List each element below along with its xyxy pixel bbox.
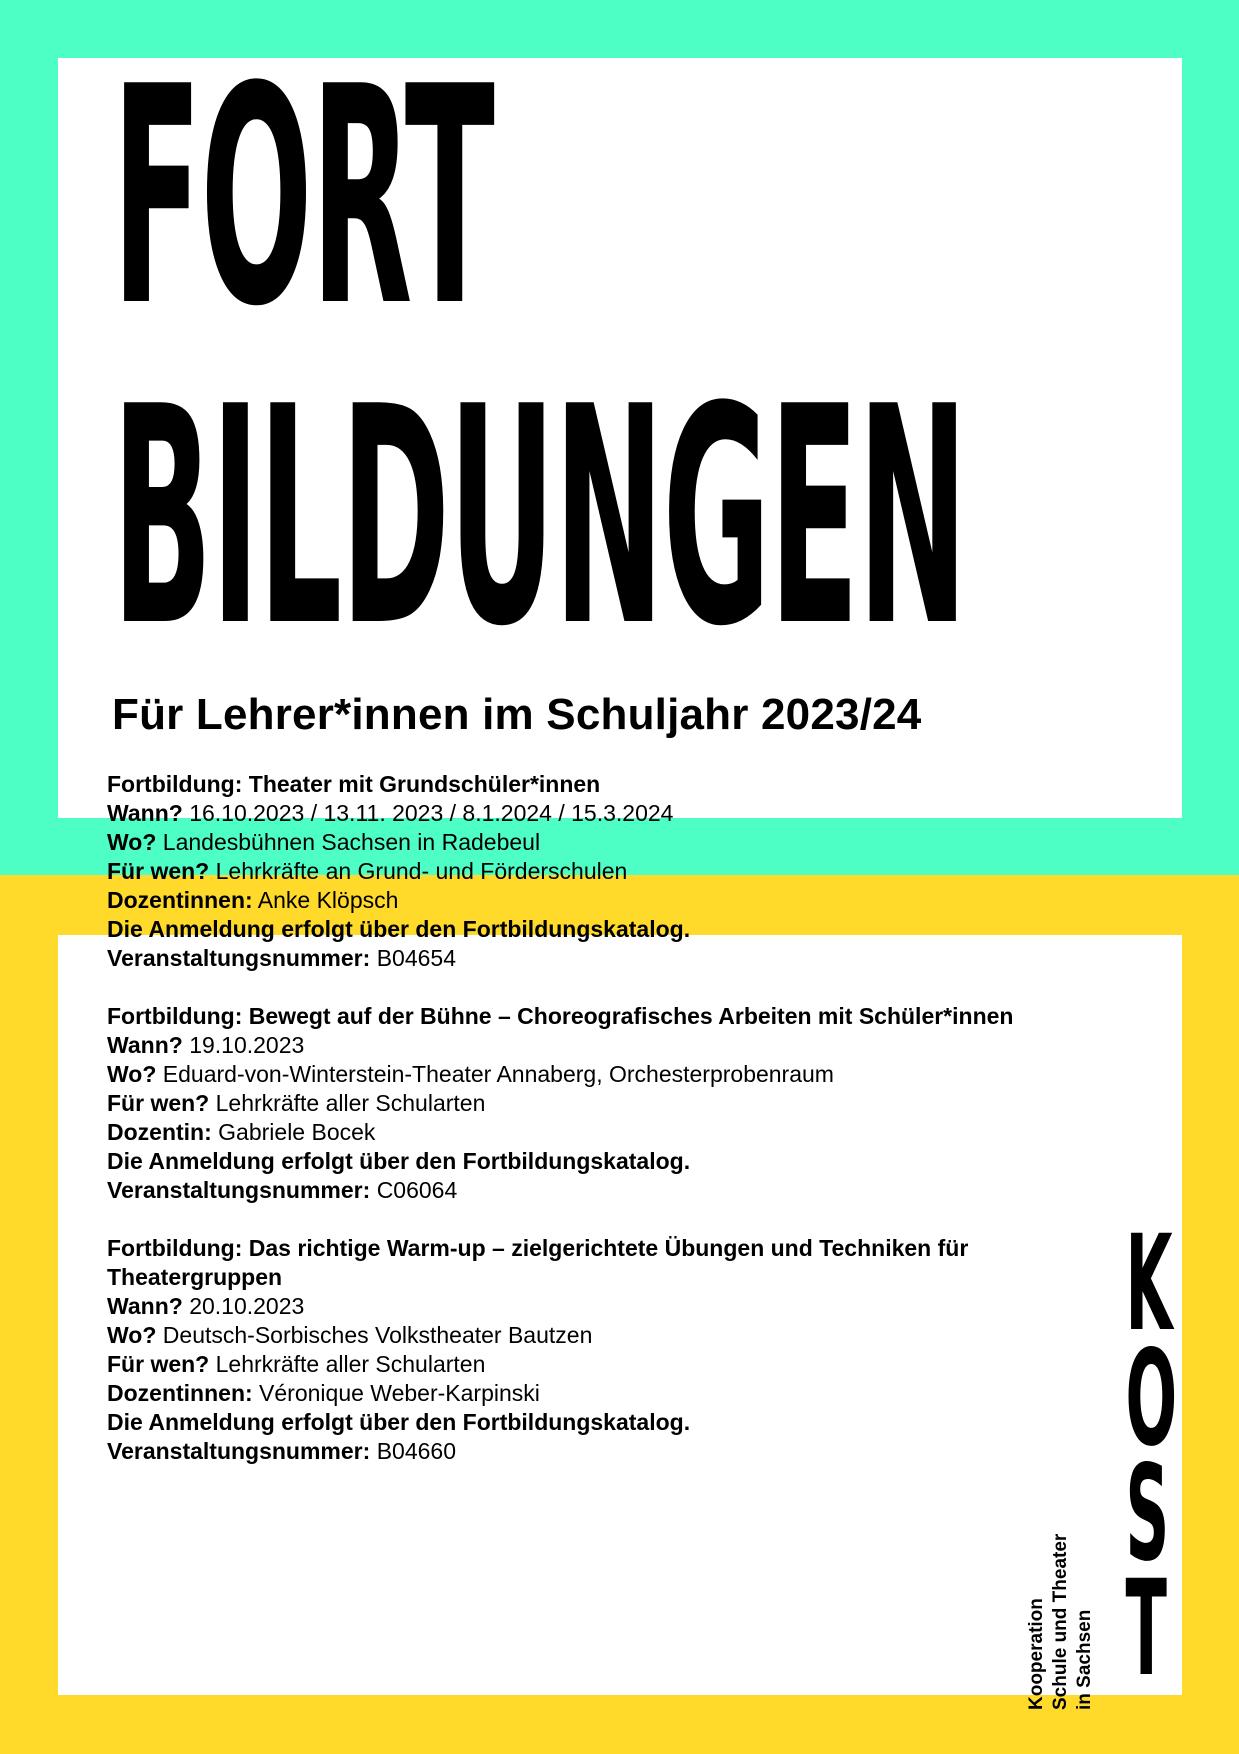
audience-value: Lehrkräfte aller Schularten xyxy=(215,1090,486,1116)
logo-subtitle-line: Schule und Theater xyxy=(1050,1533,1071,1710)
event-list xyxy=(107,770,1097,1495)
event-lecturer xyxy=(107,886,1097,915)
when-value: 19.10.2023 xyxy=(189,1032,305,1058)
lecturer-value: Véronique Weber-Karpinski xyxy=(259,1380,540,1406)
event-registration: Die Anmeldung erfolgt über den Fortbildungskatalog. xyxy=(107,916,691,942)
event-registration: Die Anmeldung erfolgt über den Fortbildungskatalog. xyxy=(107,1148,691,1174)
where-label: Wo? xyxy=(107,1322,157,1348)
event-item xyxy=(107,1234,1097,1466)
logo-subtitle xyxy=(1025,1534,1097,1710)
where-value: Landesbühnen Sachsen in Radebeul xyxy=(162,829,541,855)
number-label: Veranstaltungsnummer: xyxy=(107,1438,371,1464)
event-number xyxy=(107,944,1097,973)
event-where xyxy=(107,1060,1097,1089)
when-value: 16.10.2023 / 13.11. 2023 / 8.1.2024 / 15.3.2024 xyxy=(189,800,674,826)
headline-bildungen: BILDUNGEN xyxy=(112,343,967,692)
audience-label: Für wen? xyxy=(107,1090,210,1116)
audience-value: Lehrkräfte aller Schularten xyxy=(215,1351,486,1377)
where-label: Wo? xyxy=(107,1061,157,1087)
lecturer-value: Anke Klöpsch xyxy=(257,887,399,913)
audience-value: Lehrkräfte an Grund- und Förderschulen xyxy=(215,858,628,884)
event-lecturer xyxy=(107,1118,1097,1147)
event-number xyxy=(107,1176,1097,1205)
event-title: Fortbildung: Bewegt auf der Bühne – Choreografisches Arbeiten mit Schüler*innen xyxy=(107,1003,1014,1029)
when-label: Wann? xyxy=(107,800,183,826)
event-where xyxy=(107,1321,1097,1350)
logo-subtitle-line: Kooperation xyxy=(1026,1598,1047,1710)
number-value: B04654 xyxy=(376,945,456,971)
event-where xyxy=(107,828,1097,857)
event-title: Fortbildung: Das richtige Warm-up – zielgerichtete Übungen und Techniken für Theatergruppen xyxy=(107,1235,969,1290)
audience-label: Für wen? xyxy=(107,858,210,884)
event-registration: Die Anmeldung erfolgt über den Fortbildungskatalog. xyxy=(107,1409,691,1435)
lecturer-label: Dozentinnen: xyxy=(107,1380,253,1406)
number-value: B04660 xyxy=(376,1438,456,1464)
kost-logo xyxy=(1112,1207,1178,1706)
where-label: Wo? xyxy=(107,829,157,855)
page-subtitle: Für Lehrer*innen im Schuljahr 2023/24 xyxy=(112,690,922,739)
when-label: Wann? xyxy=(107,1293,183,1319)
where-value: Eduard-von-Winterstein-Theater Annaberg, Orchesterprobenraum xyxy=(162,1061,834,1087)
event-title: Fortbildung: Theater mit Grundschüler*innen xyxy=(107,771,601,797)
lecturer-value: Gabriele Bocek xyxy=(218,1119,376,1145)
event-audience xyxy=(107,857,1097,886)
logo-letter-s: S xyxy=(1125,1437,1170,1591)
event-audience xyxy=(107,1350,1097,1379)
event-when xyxy=(107,1292,1097,1321)
number-label: Veranstaltungsnummer: xyxy=(107,1177,371,1203)
when-value: 20.10.2023 xyxy=(189,1293,305,1319)
where-value: Deutsch-Sorbisches Volkstheater Bautzen xyxy=(162,1322,593,1348)
event-when xyxy=(107,799,1097,828)
headline-fort: FORT xyxy=(112,23,494,372)
event-number xyxy=(107,1437,1097,1466)
logo-letter-t: T xyxy=(1125,1552,1167,1706)
when-label: Wann? xyxy=(107,1032,183,1058)
event-item xyxy=(107,1002,1097,1205)
logo-letter-o: O xyxy=(1125,1322,1178,1476)
event-item xyxy=(107,770,1097,973)
number-value: C06064 xyxy=(376,1177,458,1203)
lecturer-label: Dozentin: xyxy=(107,1119,212,1145)
logo-subtitle-line: in Sachsen xyxy=(1074,1609,1095,1710)
number-label: Veranstaltungsnummer: xyxy=(107,945,371,971)
event-audience xyxy=(107,1089,1097,1118)
event-lecturer xyxy=(107,1379,1097,1408)
logo-letter-k: K xyxy=(1125,1207,1173,1361)
event-when xyxy=(107,1031,1097,1060)
lecturer-label: Dozentinnen: xyxy=(107,887,253,913)
audience-label: Für wen? xyxy=(107,1351,210,1377)
